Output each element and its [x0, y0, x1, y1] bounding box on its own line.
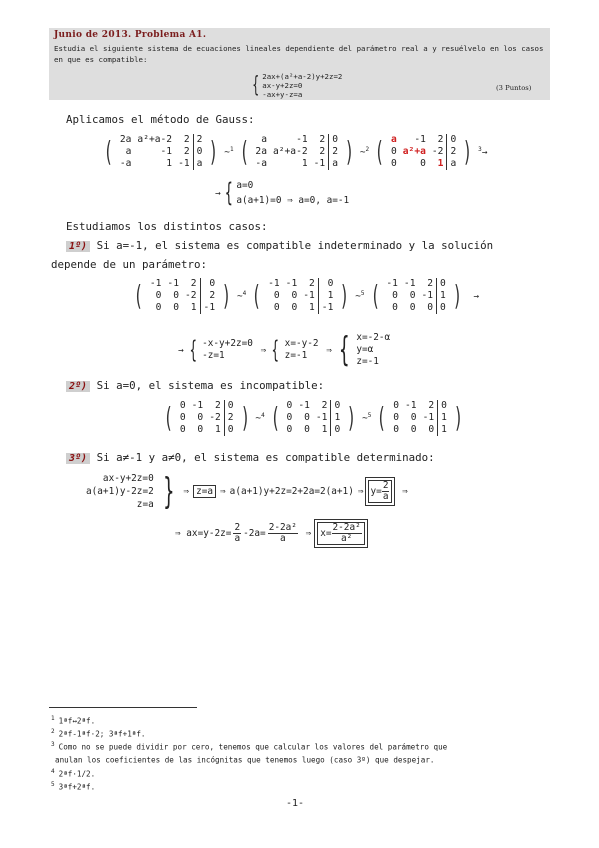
matrix-cell: -1	[149, 278, 162, 289]
case1-matrix-1: ( -1 -1 2 0 0 0 -2 2 0 0 1 -1 )	[133, 278, 232, 313]
matrix-cell: 0	[197, 424, 204, 435]
matrix-cell: 0	[437, 278, 449, 290]
matrix-cell: 0	[304, 412, 310, 423]
problem-statement: Estudia el siguiente sistema de ecuaciones lineales dependiente del parámetro real a y resuélvelo en los casos en que es compatible:	[54, 44, 544, 64]
matrix-cell: 0	[409, 290, 416, 301]
matrix-cell: 0	[447, 134, 459, 146]
points-label: (3 Puntos)	[496, 84, 532, 92]
case1-matrices-row	[130, 278, 479, 314]
matrix-cell: 1	[214, 424, 221, 435]
matrix-cell: 0	[273, 290, 280, 301]
case3-x-line: ⇒ ax=y-2z= $\frac{2}{a}$ -2a= $\frac{\text{2-2a²}}{a}$ ⇒ x= $\frac{\text{2-2a²}}{\text{a²}}$	[175, 522, 365, 545]
fraction-2-over-a: $\frac{2}{a}$	[234, 522, 241, 544]
case3-step: a(a+1)y+2z=2+2a=2(a+1)	[229, 486, 354, 497]
case1-heading	[66, 239, 493, 252]
matrix-cell: 0	[155, 290, 162, 301]
matrix-cell: 1	[321, 424, 328, 435]
system-eq-3: -ax+y-z=a	[262, 90, 303, 99]
case1-sysA-2: -z=1	[202, 350, 225, 361]
matrix-cell: -1	[422, 412, 435, 423]
footnote: $^2$ 2ªf-1ªf·2; 3ªf+1ªf.	[51, 728, 146, 739]
matrix-cell: -1	[298, 400, 310, 411]
matrix-cell: 2	[190, 278, 197, 289]
matrix-cell: 0	[318, 278, 336, 290]
matrix-step-2: ( a -1 2 0 0 a²+a -2 2 0 0 1 a )	[374, 134, 473, 169]
z-result-box: z=a	[193, 485, 216, 498]
matrix-cell: 0	[273, 302, 280, 313]
matrix-cell: 1	[437, 158, 444, 169]
system-eq-2: ax-y+2z=0	[262, 81, 303, 90]
matrix-step-1: ( a -1 2 0 2a a²+a-2 2 2 -a 1 -1 a )	[239, 134, 355, 169]
matrix-cell: -1	[200, 302, 218, 314]
matrix-row	[284, 400, 344, 412]
matrix-cell: 0	[409, 302, 416, 313]
matrix-cell: 0	[331, 424, 343, 436]
condition-b: a(a+1)=0 ⇒ a=0, a=-1	[236, 195, 350, 206]
matrix-cell: -1	[403, 278, 416, 289]
matrix-row	[147, 290, 218, 302]
matrix-cell: 1	[190, 302, 197, 313]
footnote: anulan los coeficientes de las incógnitas que tenemos luego (caso 3º) que despejar.	[55, 755, 435, 765]
footnote: $^5$ 3ªf+2ªf.	[51, 780, 96, 792]
matrix-cell: 2	[214, 400, 221, 411]
matrix-row	[265, 278, 336, 290]
matrix-cell: 1	[437, 290, 449, 302]
matrix-cell: 0	[173, 290, 179, 301]
matrix-row	[390, 424, 450, 436]
matrix-cell: 1	[309, 302, 315, 313]
tilde-ref-4: ~$^4$	[236, 289, 247, 303]
footnote: $^4$ 2ªf·1/2.	[51, 767, 96, 779]
matrix-cell: 0	[197, 412, 204, 423]
matrix-cell: 0	[390, 146, 397, 157]
matrix-cell: 2a	[119, 134, 132, 145]
matrix-cell: -a	[119, 158, 132, 169]
case2-matrix-1: ( 0 -1 2 0 0 0 -2 2 0 0 1 0 )	[163, 400, 250, 435]
matrix-row	[177, 412, 237, 424]
case1-matrix-3: ( -1 -1 2 0 0 0 -1 1 0 0 0 0 )	[370, 278, 462, 313]
matrix-cell: -1	[421, 290, 434, 301]
matrix-cell: 1	[438, 424, 450, 436]
matrix-row	[388, 158, 459, 170]
gauss-matrices-row	[100, 134, 487, 170]
matrix-cell: 0	[390, 158, 397, 169]
matrix-cell: 2	[200, 290, 218, 302]
matrix-row	[284, 424, 344, 436]
matrix-cell: 0	[286, 412, 293, 423]
matrix-cell: -1	[414, 134, 426, 145]
case2-matrices-row	[160, 400, 467, 436]
matrix-cell: 2	[309, 278, 315, 289]
matrix-cell: -2	[184, 290, 197, 301]
matrix-row	[388, 146, 459, 158]
matrix-cell: -1	[268, 278, 280, 289]
matrix-cell: -2	[431, 146, 444, 157]
case3-eq-3: z=a	[136, 499, 154, 510]
matrix-cell: -a	[255, 158, 267, 169]
x-line-text: ⇒ ax=y-2z=	[175, 528, 232, 539]
footnote: $^3$ Como no se puede dividir por cero, tenemos que calcular los valores del parámetro que	[51, 741, 448, 752]
footnotes	[51, 714, 447, 793]
matrix-cell: a	[261, 134, 267, 145]
matrix-row	[388, 134, 459, 146]
matrix-row	[177, 400, 237, 412]
cases-intro: Estudiamos los distintos casos:	[66, 220, 268, 233]
y-result-box: y= $\frac{2}{a}$	[368, 480, 393, 503]
matrix-cell: 0	[392, 302, 398, 313]
matrix-cell: 0	[193, 146, 205, 158]
matrix-cell: a	[390, 134, 397, 145]
matrix-cell: 0	[291, 302, 298, 313]
case1-sysA-1: -x-y+2z=0	[202, 338, 253, 349]
matrix-cell: a²+a-2	[137, 134, 173, 145]
matrix-cell: 0	[420, 158, 426, 169]
case1-sysC-3: z=-1	[356, 356, 379, 367]
case2-heading	[66, 379, 324, 392]
matrix-cell: 0	[179, 400, 186, 411]
matrix-cell: 2	[183, 134, 190, 145]
case1-badge: 1º)	[66, 241, 90, 252]
case1-sysC-1: x=-2-α	[356, 332, 391, 343]
matrix-cell: 0	[427, 302, 434, 313]
matrix-row	[117, 146, 206, 158]
matrix-cell: -1	[315, 412, 328, 423]
matrix-cell: 1	[331, 412, 343, 424]
matrix-row	[252, 134, 341, 146]
matrix-cell: -1	[296, 134, 308, 145]
matrix-row	[383, 302, 448, 314]
matrix-row	[284, 412, 344, 424]
matrix-cell: 2	[183, 146, 190, 157]
case2-text: Si a=0, el sistema es incompatible:	[96, 379, 325, 392]
x-result-box: x= $\frac{\text{2-2a²}}{\text{a²}}$	[317, 522, 365, 545]
matrix-row	[265, 290, 336, 302]
case2-matrix-3: ( 0 -1 2 0 0 0 -1 1 0 0 0 1 )	[377, 400, 463, 435]
system-eq-1: 2ax+(a²+a-2)y+2z=2	[262, 72, 343, 81]
matrix-cell: 0	[179, 412, 186, 423]
matrix-cell: 2	[224, 412, 236, 424]
matrix-row	[383, 278, 448, 290]
condition-a: a=0	[236, 180, 254, 191]
matrix-cell: 0	[438, 400, 450, 412]
matrix-cell: 0	[173, 302, 179, 313]
case3-eq-2: a(a+1)y-2z=2	[86, 486, 154, 497]
matrix-cell: a	[125, 146, 132, 157]
tilde-ref-4b: ~$^4$	[255, 411, 265, 425]
matrix-cell: -1	[285, 278, 298, 289]
case3-derivation: ax-y+2z=0 a(a+1)y-2z=2 z=a } ⇒ z=a ⇒ a(a+1)y+2z=2+2a=2(a+1) ⇒ y= $\frac{2}{a}$ ⇒	[86, 471, 408, 512]
page-number: -1-	[286, 798, 305, 809]
matrix-row	[147, 302, 218, 314]
matrix-cell: -1	[160, 146, 173, 157]
matrix-cell: 2	[428, 400, 435, 411]
matrix-cell: -1	[313, 158, 326, 169]
matrix-cell: 0	[428, 424, 435, 435]
matrix-cell: -1	[191, 400, 204, 411]
matrix-cell: -1	[386, 278, 398, 289]
arrow-ref-3: $^3$→	[478, 145, 488, 159]
case1-text: Si a=-1, el sistema es compatible indeterminado y la solución	[96, 239, 494, 252]
case3-eq-1: ax-y+2z=0	[102, 473, 154, 484]
matrix-cell: 0	[393, 424, 400, 435]
matrix-cell: a²+a	[402, 146, 426, 157]
case3-badge: 3º)	[66, 453, 90, 464]
matrix-cell: 0	[224, 400, 236, 412]
tilde-ref-5: ~$^5$	[355, 289, 365, 303]
matrix-cell: a	[193, 158, 205, 170]
matrix-cell: 0	[286, 424, 293, 435]
matrix-cell: 2	[447, 146, 459, 158]
matrix-cell: 0	[392, 290, 398, 301]
gauss-intro: Aplicamos el método de Gauss:	[66, 113, 255, 126]
matrix-cell: a	[329, 158, 341, 170]
matrix-cell: 2	[329, 146, 341, 158]
matrix-cell: 0	[200, 278, 218, 290]
case2-badge: 2º)	[66, 381, 90, 392]
matrix-row	[117, 134, 206, 146]
matrix-cell: -1	[405, 400, 417, 411]
case1-sysB-2: z=-1	[284, 350, 308, 361]
matrix-cell: 2	[319, 146, 326, 157]
matrix-cell: 0	[304, 424, 310, 435]
matrix-cell: 0	[291, 290, 298, 301]
matrix-row	[147, 278, 218, 290]
fraction-x: $\frac{\text{2-2a²}}{a}$	[268, 522, 297, 544]
matrix-row	[252, 158, 341, 170]
tilde-ref-5b: ~$^5$	[362, 411, 372, 425]
matrix-cell: 2	[319, 134, 326, 145]
x-mid-text: -2a=	[243, 528, 266, 539]
problem-system: { 2ax+(a²+a-2)y+2z=2 ax-y+2z=0 -ax+y-z=a	[252, 72, 343, 99]
case2-matrix-2: ( 0 -1 2 0 0 0 -1 1 0 0 1 0 )	[270, 400, 357, 435]
matrix-cell: 0	[393, 412, 400, 423]
problem-title: Junio de 2013. Problema A1.	[54, 30, 207, 40]
tilde-ref-1: ~$^1$	[224, 145, 234, 159]
matrix-cell: 0	[179, 424, 186, 435]
matrix-cell: 2	[193, 134, 205, 146]
matrix-cell: 2	[437, 134, 444, 145]
matrix-row	[390, 412, 450, 424]
case1-matrix-2: ( -1 -1 2 0 0 0 -1 1 0 0 1 -1 )	[252, 278, 350, 313]
matrix-row	[252, 146, 341, 158]
case1-text2: depende de un parámetro:	[51, 258, 208, 271]
matrix-cell: -1	[167, 278, 179, 289]
case1-sysC-2: y=α	[356, 344, 374, 355]
matrix-cell: 0	[437, 302, 449, 314]
matrix-cell: 1	[166, 158, 173, 169]
case1-solution: → { -x-y+2z=0 -z=1 ⇒ { x=-y-2 z=-1 ⇒ { x=-2-α y=α z=-1	[178, 330, 391, 370]
matrix-cell: a²+a-2	[272, 146, 308, 157]
tilde-ref-2: ~$^2$	[359, 145, 370, 159]
arrow-icon: →	[467, 290, 479, 302]
gauss-conditions: → { a=0 a(a+1)=0 ⇒ a=0, a=-1	[215, 178, 350, 208]
case3-text: Si a≠-1 y a≠0, el sistema es compatible determinado:	[96, 451, 435, 464]
matrix-cell: -1	[303, 290, 315, 301]
matrix-row	[390, 400, 450, 412]
matrix-cell: 0	[329, 134, 341, 146]
matrix-cell: 0	[331, 400, 343, 412]
matrix-cell: 2a	[255, 146, 267, 157]
matrix-cell: 2	[427, 278, 434, 289]
matrix-row	[383, 290, 448, 302]
matrix-cell: 2	[321, 400, 328, 411]
matrix-cell: 0	[410, 412, 417, 423]
footnote-separator	[49, 707, 197, 708]
matrix-cell: 0	[224, 424, 236, 436]
matrix-row	[265, 302, 336, 314]
matrix-cell: a	[447, 158, 459, 170]
matrix-cell: 1	[318, 290, 336, 302]
matrix-cell: 0	[393, 400, 400, 411]
matrix-row	[117, 158, 206, 170]
matrix-cell: -1	[318, 302, 336, 314]
matrix-cell: 0	[155, 302, 162, 313]
matrix-row	[177, 424, 237, 436]
matrix-cell: 1	[301, 158, 308, 169]
case3-heading	[66, 451, 435, 464]
matrix-cell: -1	[178, 158, 190, 169]
matrix-cell: 0	[410, 424, 417, 435]
matrix-initial: ( 2a a²+a-2 2 2 a -1 2 0 -a 1 -1 a )	[103, 134, 219, 169]
matrix-cell: -2	[209, 412, 221, 423]
matrix-cell: 1	[438, 412, 450, 424]
matrix-cell: 0	[286, 400, 293, 411]
footnote: $^1$ 1ªf↔2ªf.	[51, 715, 96, 726]
case1-sysB-1: x=-y-2	[284, 338, 319, 349]
